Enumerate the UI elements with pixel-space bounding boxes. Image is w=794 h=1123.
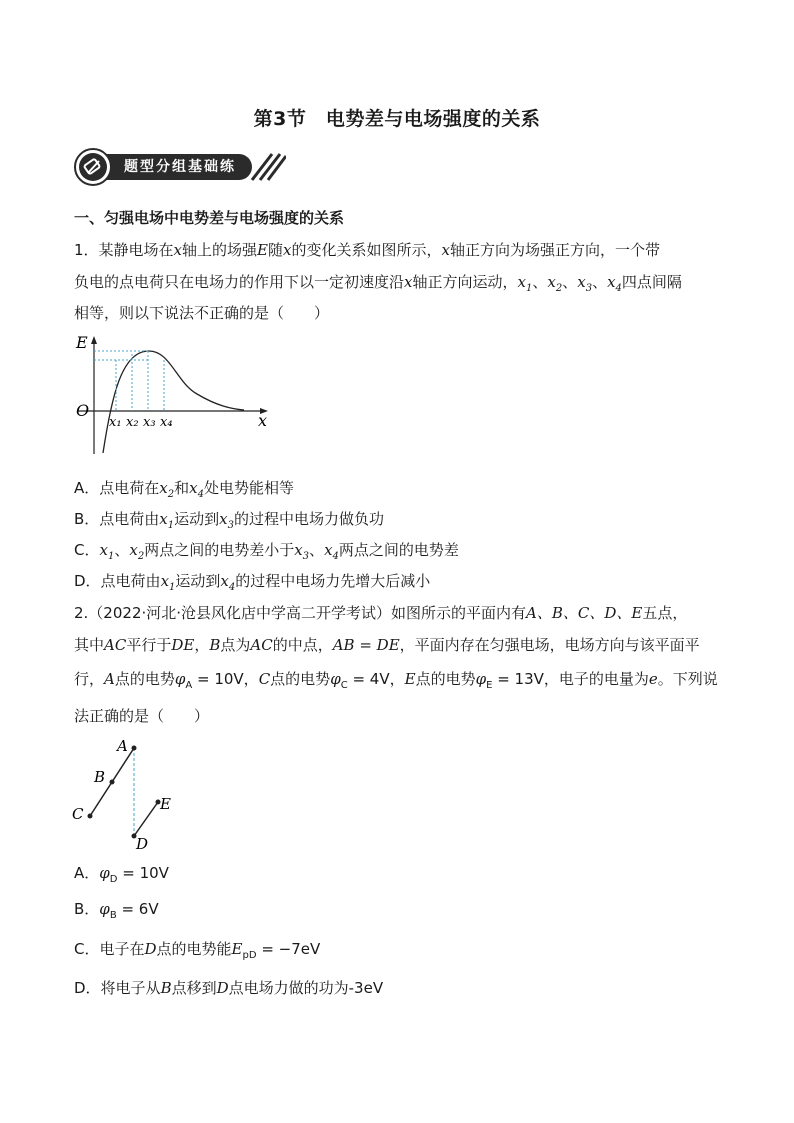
point-b	[110, 780, 115, 785]
segment-de	[134, 802, 158, 836]
label-b: B	[94, 768, 106, 786]
var: A、B、C、D、E	[526, 604, 643, 622]
axis-label-x: x	[258, 411, 268, 430]
q1-option-b[interactable]	[74, 508, 384, 531]
var: φ	[475, 670, 487, 688]
var: $x_1$	[517, 273, 533, 294]
page-title: 第3节 电势差与电场强度的关系	[253, 108, 541, 130]
text: = 10V	[117, 864, 169, 882]
var: x	[283, 241, 292, 259]
text: 点的电势能	[156, 940, 232, 958]
text: = 13V，电子的电量为	[492, 670, 649, 688]
var: $x_2$	[159, 479, 175, 500]
var: φ	[174, 670, 186, 688]
var: AC	[250, 636, 273, 654]
text: 点的电势	[270, 670, 331, 688]
q1-line3: 相等，则以下说法不正确的是（ ）	[74, 304, 330, 322]
text: 轴正方向为场强正方向，一个带	[449, 241, 660, 259]
q2-line1	[74, 602, 687, 623]
subscript: E	[486, 680, 493, 691]
text: 运动到	[175, 572, 221, 590]
var: B	[209, 636, 221, 654]
tick-label: x₂	[126, 415, 139, 430]
subscript: pD	[242, 950, 257, 961]
points-figure	[70, 735, 182, 853]
var: D	[216, 979, 229, 997]
var: D	[144, 940, 157, 958]
text: 点移到	[171, 979, 217, 997]
var: A	[104, 670, 115, 688]
q2-option-b[interactable]	[74, 898, 159, 921]
text: 点的电势	[415, 670, 476, 688]
text: 和	[174, 479, 190, 497]
text: 两点之间的电势差	[338, 541, 459, 559]
q1-option-a[interactable]	[74, 477, 294, 500]
var: $x_3$	[577, 273, 593, 294]
q1-option-c[interactable]: C．$x_1$、$x_2$两点之间的电势差小于$x_3$、$x_4$两点之间的电势差	[74, 541, 459, 562]
var: $x_4$	[607, 273, 622, 294]
text: = 10V，	[192, 670, 259, 688]
q2-line3	[74, 668, 718, 691]
point-a	[132, 746, 137, 751]
text: C．	[74, 541, 100, 559]
q1-line2: 负电的点电荷只在电场力的作用下以一定初速度沿x轴正方向运动，$x_1$、$x_2$、$x_3$、$x_4$四点间隔	[74, 273, 682, 294]
text: 轴上的场强	[182, 241, 258, 259]
text: 五点，	[642, 604, 688, 622]
var: $x_1$	[159, 510, 175, 531]
text: A．	[74, 864, 100, 882]
text: 的过程中电场力先增大后减小	[235, 572, 431, 590]
subscript: A	[185, 680, 193, 691]
text: D．点电荷由	[74, 572, 161, 590]
text: 运动到	[174, 510, 220, 528]
text: 2.（2022·河北·沧县风化店中学高二开学考试）如图所示的平面内有	[74, 604, 527, 622]
var: φ	[330, 670, 341, 688]
text: 轴正方向运动，	[412, 273, 518, 291]
var: φ	[99, 864, 110, 882]
text: 随	[267, 241, 283, 259]
var: $x_1$	[99, 541, 115, 562]
text: = 4V，	[347, 670, 405, 688]
var: AB = DE	[332, 636, 400, 654]
q2-line2	[74, 634, 700, 655]
text: 行，	[74, 670, 105, 688]
tick-label: x₄	[160, 415, 173, 430]
text: 点为	[220, 636, 251, 654]
text: A．点电荷在	[74, 479, 160, 497]
text: 的变化关系如图所示，	[291, 241, 442, 259]
var: x	[404, 273, 413, 291]
y-axis-arrow	[91, 336, 97, 344]
var: x	[173, 241, 183, 259]
text: 点电场力做的功为-3eV	[228, 979, 384, 997]
var: $x_4$	[220, 572, 236, 593]
text: 处电势能相等	[203, 479, 294, 497]
curve	[103, 351, 244, 453]
origin-label: O	[76, 401, 90, 420]
text: 的过程中电场力做负功	[234, 510, 385, 528]
var: $x_3$	[294, 541, 310, 562]
tick-label: x₁	[109, 415, 122, 430]
point-c	[88, 814, 93, 819]
text: 负电的点电荷只在电场力的作用下以一定初速度沿	[74, 273, 405, 291]
var: E	[404, 670, 416, 688]
var: E	[231, 940, 243, 958]
var: B	[160, 979, 172, 997]
q1-option-d[interactable]	[74, 570, 430, 593]
text: 两点之间的电势差小于	[144, 541, 295, 559]
tick-label: x₃	[143, 415, 156, 430]
subscript: C	[340, 680, 348, 691]
q1-line1	[74, 239, 660, 260]
var: x	[441, 241, 450, 259]
var: $x_3$	[219, 510, 234, 531]
q2-option-c[interactable]	[74, 938, 320, 961]
section-banner	[74, 148, 286, 186]
label-a: A	[117, 737, 128, 755]
var: φ	[99, 900, 110, 918]
var: $x_4$	[189, 479, 204, 500]
subscript: B	[109, 910, 117, 921]
var: $x_1$	[160, 572, 176, 593]
var: E	[257, 241, 268, 259]
text: = −7eV	[256, 940, 321, 958]
q2-line4: 法正确的是（ ）	[74, 707, 210, 725]
var: $x_4$	[324, 541, 339, 562]
q2-option-a[interactable]	[74, 862, 169, 885]
var: $x_2$	[547, 273, 563, 294]
label-e: E	[160, 795, 171, 813]
text: 平行于	[126, 636, 172, 654]
text: D．将电子从	[74, 979, 161, 997]
text: B．	[74, 900, 100, 918]
text: C．电子在	[74, 940, 145, 958]
e-x-graph	[72, 334, 272, 456]
subscript: D	[109, 874, 118, 885]
text: 。下列说	[657, 670, 718, 688]
text: 点的电势	[114, 670, 175, 688]
text: ，	[194, 636, 210, 654]
text: B．点电荷由	[74, 510, 160, 528]
text: ，平面内存在匀强电场，电场方向与该平面平	[399, 636, 700, 654]
axis-label-E: E	[76, 334, 88, 352]
banner-label: 题型分组基础练	[124, 159, 236, 175]
text: 1．某静电场在	[74, 241, 174, 259]
q2-option-d[interactable]	[74, 977, 383, 998]
label-c: C	[72, 805, 84, 823]
var: $x_2$	[129, 541, 145, 562]
section-heading: 一、匀强电场中电势差与电场强度的关系	[74, 209, 345, 227]
var: C	[258, 670, 271, 688]
var: e	[648, 670, 658, 688]
var: AC	[104, 636, 127, 654]
label-d: D	[136, 835, 149, 853]
text: 的中点，	[272, 636, 333, 654]
text: 四点间隔	[621, 273, 682, 291]
var: DE	[171, 636, 195, 654]
text: = 6V	[116, 900, 159, 918]
text: 其中	[74, 636, 105, 654]
